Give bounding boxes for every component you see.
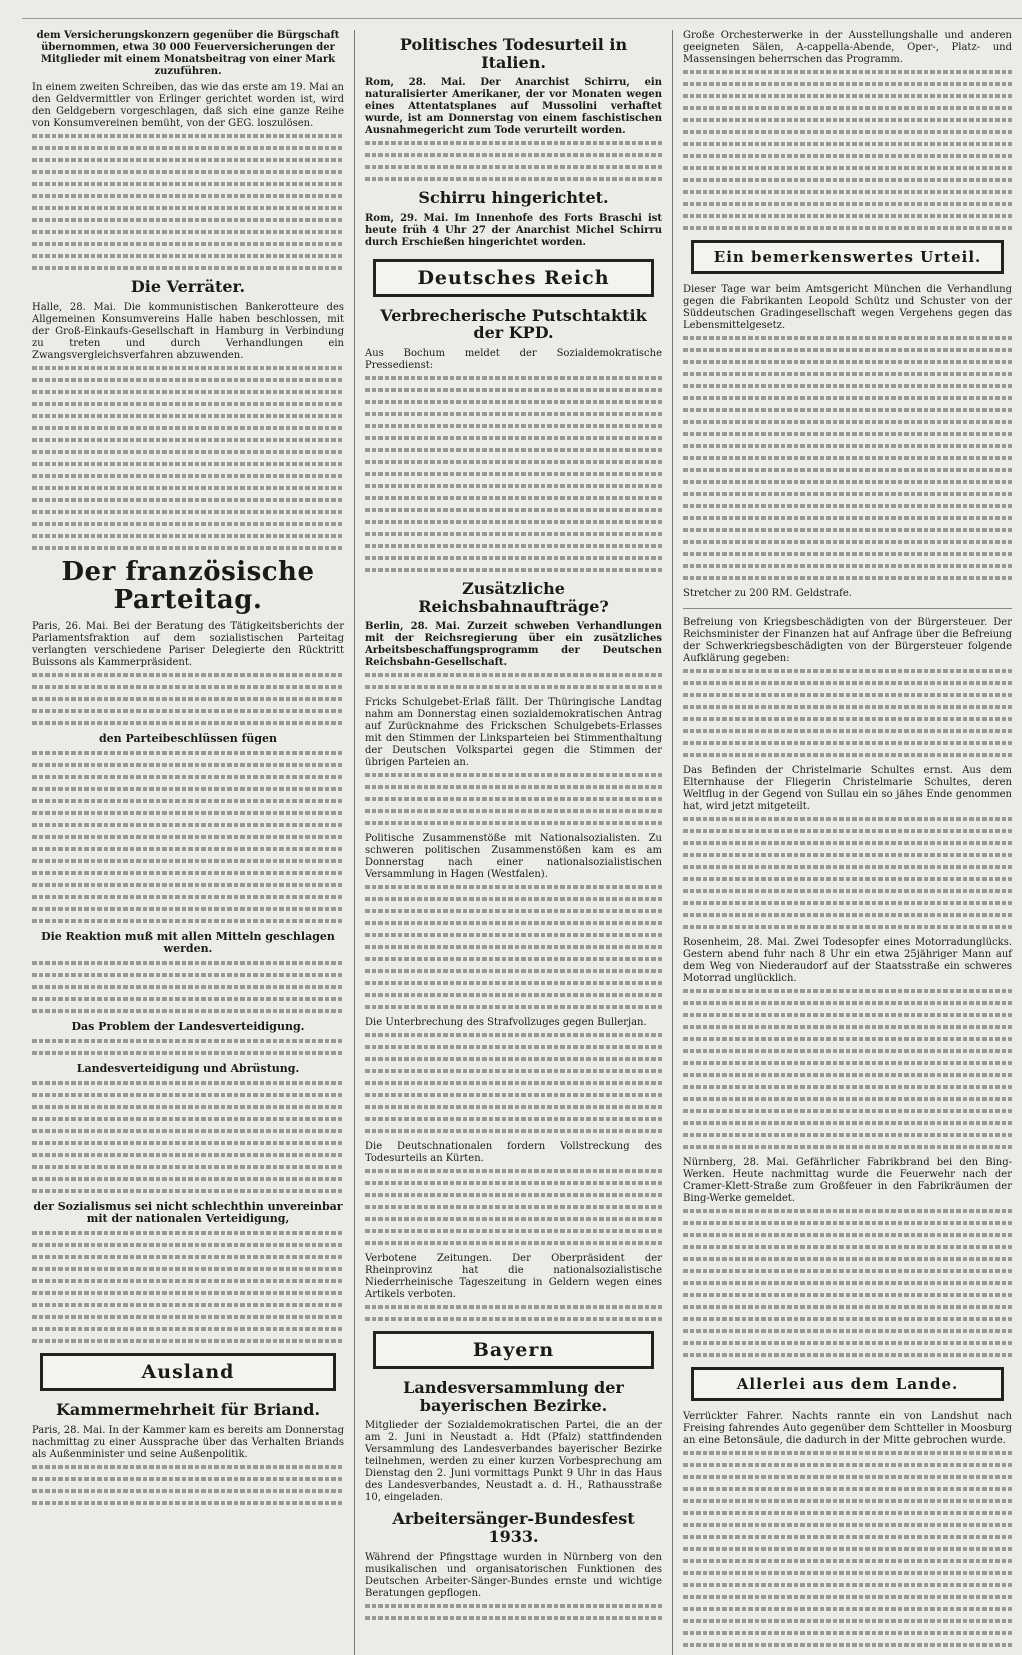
hingerichtet-lead: Rom, 29. Mai. Im Innenhofe des Forts Braschi ist heute früh 4 Uhr 27 der Anarchist Michel Schirru durch Erschießen hingerichtet worden. — [365, 212, 662, 248]
section-banner-reich: Deutsches Reich — [373, 259, 654, 297]
article-body — [365, 673, 662, 689]
fricks-lead: Fricks Schulgebet-Erlaß fällt. Der Thüringische Landtag nahm am Donnerstag einen sozialdemokratischen Antrag auf Zurücknahme des Frickschen Schulgebets-Erlasses mit den Stimmen der Linksparteien bei Stimmenthaltung der Deutschen Volkspartei gegen die Stimmen der übrigen Parteien an. — [365, 697, 662, 769]
col3-intro: Große Orchesterwerke in der Ausstellungshalle und anderen geeigneten Sälen, A-cappella-Abende, Oper-, Platz- und Massensingen beherrschen das Programm. — [683, 30, 1012, 65]
kpd-lead: Aus Bochum meldet der Sozialdemokratische Pressedienst: — [365, 347, 662, 371]
befinden-lead: Das Befinden der Christelmarie Schultes ernst. Aus dem Elternhause der Fliegerin Christelmarie Schultes, deren Weltflug in der Gegend von Sullau ein so jähes Ende genommen hat, wird jetzt mitgeteilt. — [683, 765, 1012, 812]
subhead-abruestung: Landesverteidigung und Abrüstung. — [76, 1062, 300, 1076]
article-body — [32, 673, 344, 725]
subhead-sozialismus: der Sozialismus sei nicht schlechthin unvereinbar mit der nationalen Verteidigung, — [33, 1200, 343, 1226]
article-body — [32, 1231, 344, 1343]
article-body — [32, 134, 344, 270]
italien-lead: Rom, 28. Mai. Der Anarchist Schirru, ein naturalisierter Amerikaner, der vor Monaten wegen eines Attentatsplanes auf Mussolini verhaftet wurde, ist am Donnerstag von einem faschistischen Ausnahmegericht zum Tode verurteilt worden. — [365, 77, 662, 137]
article-body — [365, 376, 662, 572]
befreiung-lead: Befreiung von Kriegsbeschädigten von der Bürgersteuer. Der Reichsminister der Finanzen hat auf Anfrage über die Befreiung der Schwerkriegsbeschädigten von der Bürgersteuer folgende Aufklärung gegeben: — [683, 617, 1012, 664]
article-body — [683, 817, 1012, 929]
article-body — [683, 1209, 1012, 1357]
article-body — [365, 885, 662, 1009]
article-body — [32, 751, 344, 923]
column-left — [22, 30, 354, 1655]
article-body — [365, 1604, 662, 1620]
headline-hingerichtet: Schirru hingerichtet. — [418, 188, 609, 208]
todesurteile-lead: Die Deutschnationalen fordern Vollstreckung des Todesurteils an Kürten. — [365, 1141, 662, 1165]
saenger-lead: Während der Pfingsttage wurden in Nürnberg von den musikalischen und organisatorischen Funktionen des Deutschen Arbeiter-Sänger-Bundes ernste und wichtige Beratungen gepflogen. — [365, 1551, 662, 1599]
bullerjan-lead: Die Unterbrechung des Strafvollzuges gegen Bullerjan. — [365, 1017, 647, 1029]
article-body — [365, 141, 662, 181]
zusammenstoesse-lead: Politische Zusammenstöße mit Nationalsozialisten. Zu schweren politischen Zusammenstößen kam es am Donnerstag nach einer nationalsozialistischen Versammlung in Hagen (Westfalen). — [365, 833, 662, 881]
headline-kammermehrheit: Kammermehrheit für Briand. — [55, 1400, 321, 1420]
article-body — [32, 1465, 344, 1505]
article-body — [683, 1451, 1012, 1647]
headline-landesversammlung: Landesversammlung der bayerischen Bezirke. — [403, 1378, 624, 1415]
parteitag-lead: Paris, 26. Mai. Bei der Beratung des Tätigkeitsberichts der Parlamentsfraktion auf dem sozialistischen Parteitag verlangten verschiedene Pariser Delegierte den Rücktritt Buissons als Kammerpräsident. — [32, 620, 344, 668]
intro-paragraph-2: In einem zweiten Schreiben, das wie das erste am 19. Mai an den Geldvermittler von Erlinger gerichtet worden ist, wird den Geldgebern vorgeschlagen, daß sich eine ganze Reihe von Konsumvereinen bemüht, von der GEG. loszulösen. — [32, 82, 344, 129]
article-body — [365, 1305, 662, 1321]
divider — [683, 608, 1012, 609]
article-body — [32, 961, 344, 1013]
headline-parteitag: Der französische Parteitag. — [61, 556, 315, 616]
headline-todesurteil: Politisches Todesurteil in Italien. — [399, 35, 628, 72]
article-body — [683, 70, 1012, 230]
article-body — [365, 773, 662, 825]
headline-reichsbahn: Zusätzliche Reichsbahnaufträge? — [418, 578, 609, 616]
article-body — [683, 989, 1012, 1149]
article-body — [32, 366, 344, 550]
intro-paragraph-1: dem Versicherungskonzern gegenüber die Bürgschaft übernommen, etwa 30 000 Feuerversicherungen der Mitglieder mit einem Monatsbeitrag von einer Mark zuzuführen. — [36, 30, 340, 77]
article-body — [365, 1033, 662, 1133]
subhead-reaktion: Die Reaktion muß mit allen Mitteln geschlagen werden. — [41, 929, 335, 955]
section-banner-bayern: Bayern — [373, 1331, 654, 1369]
section-banner-ausland: Ausland — [40, 1353, 336, 1391]
section-banner-urteil: Ein bemerkenswertes Urteil. — [691, 240, 1004, 274]
urteil-tail: Stretcher zu 200 RM. Geldstrafe. — [683, 588, 852, 599]
article-body — [32, 1039, 344, 1055]
column-right — [672, 30, 1022, 1655]
article-body — [683, 669, 1012, 757]
headline-saengerfest: Arbeitersänger-Bundesfest 1933. — [392, 1509, 635, 1546]
subhead-parteibeschluesse: den Parteibeschlüssen fügen — [98, 731, 278, 745]
verraeter-lead: Halle, 28. Mai. Die kommunistischen Bankerotteure des Allgemeinen Konsumvereins Halle haben beschlossen, mit der Groß-Einkaufs-Gesellschaft in Hamburg in Verbindung zu treten und durch Verhandlungen ein Zwangsvergleichsverfahren abzuwenden. — [32, 301, 344, 361]
rosenheim-lead: Rosenheim, 28. Mai. Zwei Todesopfer eines Motorradunglücks. Gestern abend fuhr nach 8 Uhr ein etwa 25jähriger Mann auf dem Weg von Niederaudorf auf der Staatsstraße ein schweres Motorrad unglücklich. — [683, 937, 1012, 984]
article-body — [32, 1081, 344, 1193]
kammer-lead: Paris, 28. Mai. In der Kammer kam es bereits am Donnerstag nachmittag zu einer Aussprache über das Verhalten Briands als Außenminister und seine Außenpolitik. — [32, 1425, 344, 1461]
headline-verraeter: Die Verräter. — [130, 277, 246, 296]
column-middle — [354, 30, 672, 1655]
landesversammlung-lead: Mitglieder der Sozialdemokratischen Partei, die an der am 2. Juni in Neustadt a. Hdt (Pfalz) stattfindenden Versammlung des Landesverbandes bayerischer Bezirke teilnehmen, werden zu einer kurzen Vorbesprechung am Dienstag den 2. Juni vormittags Punkt 9 Uhr in das Haus des Landesverbandes, Neustadt a. d. H., Rathausstraße 10, eingeladen. — [365, 1420, 662, 1504]
verbotene-lead: Verbotene Zeitungen. Der Oberpräsident der Rheinprovinz hat die nationalsozialistische Niederrheinische Tageszeitung in Geldern wegen eines Artikels verboten. — [365, 1253, 662, 1301]
allerlei-lead: Verrückter Fahrer. Nachts rannte ein von Landshut nach Freising fahrendes Auto gegenüber dem Schtteller in Moosburg an eine Betonsäule, die dadurch in der Mitte gebrochen wurde. — [683, 1411, 1012, 1446]
nuernberg-lead: Nürnberg, 28. Mai. Gefährlicher Fabrikbrand bei den Bing-Werken. Heute nachmittag wurde die Feuerwehr nach der Cramer-Klett-Straße zum Großfeuer in den Fabrikräumen der Bing-Werke gemeldet. — [683, 1157, 1012, 1204]
headline-kpd: Verbrecherische Putschtaktik der KPD. — [380, 305, 647, 343]
article-body — [365, 1169, 662, 1245]
urteil-lead: Dieser Tage war beim Amtsgericht München die Verhandlung gegen die Fabrikanten Leopold Schütz und Schuster von der Süddeutschen Gradingesellschaft wegen Vergehens gegen das Lebensmittelgesetz. — [683, 284, 1012, 331]
section-banner-allerlei: Allerlei aus dem Lande. — [691, 1367, 1004, 1401]
article-body — [683, 336, 1012, 580]
reichsbahn-lead: Berlin, 28. Mai. Zurzeit schweben Verhandlungen mit der Reichsregierung über ein zusätzliches Arbeitsbeschaffungsprogramm der Deutschen Reichsbahn-Gesellschaft. — [365, 621, 662, 669]
subhead-problem: Das Problem der Landesverteidigung. — [71, 1020, 305, 1034]
